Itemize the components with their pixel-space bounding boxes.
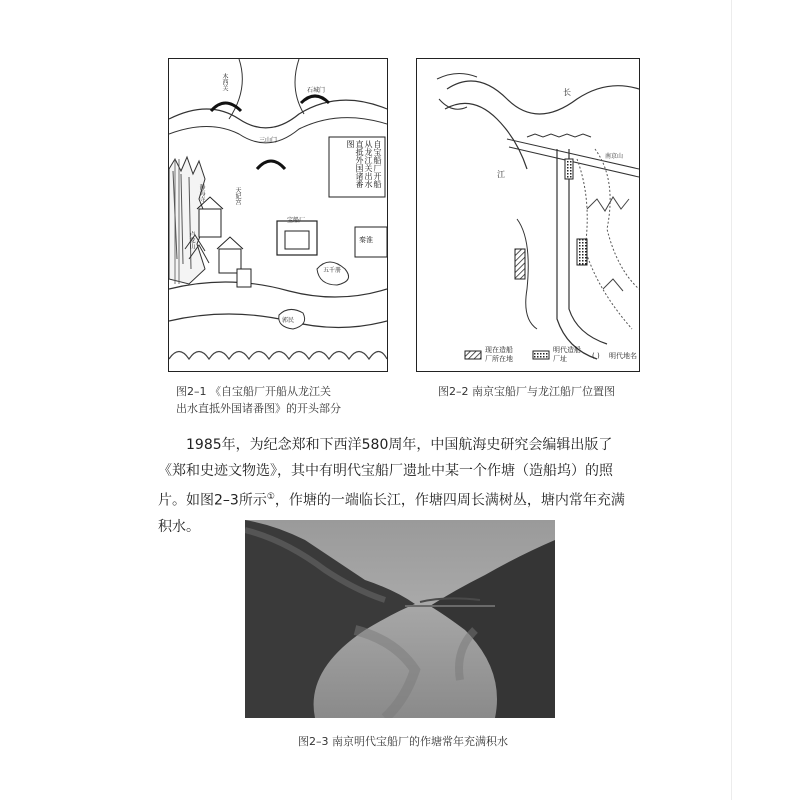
map-label-wudi: 五千册: [323, 267, 342, 274]
location-map-label-river: 长: [563, 88, 571, 97]
figure-ancient-map: [168, 58, 388, 372]
figure-location-map: [416, 58, 640, 372]
map-label-left-building: 静海寺: [198, 184, 205, 202]
figure-2-1-caption: [176, 383, 396, 417]
figure-2-2-caption: 图2–2 南京宝船厂与龙江船厂位置图: [438, 385, 615, 398]
paragraph-main: 1985年，为纪念郑和下西洋580周年，中国航海史研究会编辑出版了《郑和史迹文物选》，其中有明代宝船厂遗址中某一个作塘（造船坞）的照片。如图2–3所示: [158, 437, 613, 509]
figure-pond-photo: [245, 520, 555, 718]
map-label-right: 秦淮: [359, 236, 373, 244]
legend-current-line2: 厂所在地: [485, 355, 513, 363]
map-label-bridge: 三山门: [259, 137, 278, 144]
map-label-mountain: 卢龙山: [188, 231, 195, 249]
legend-current-shipyard: [485, 346, 513, 364]
map-label-shipyard: 宝船厂: [287, 217, 306, 224]
figure-2-3-caption: 图2–3 南京明代宝船厂的作塘常年充满积水: [298, 735, 508, 748]
legend-ming-line1: 明代造船: [553, 346, 581, 354]
location-map-label-mountain: 南京山: [605, 153, 624, 160]
legend-place-name: 明代地名: [609, 352, 637, 360]
map-label-bottom: 郭民: [282, 317, 295, 324]
map-label-temple: 天妃宫: [234, 187, 241, 205]
paragraph-tail: ，作塘的一端临长江，作塘四周长满树丛，塘内常年充满积水。: [158, 492, 625, 535]
legend-current-line1: 现在造船: [485, 346, 513, 354]
pond-photo-drawing: [245, 520, 555, 718]
legend-ming-line2: 厂址: [553, 355, 567, 363]
legend-ming-shipyard: [553, 346, 581, 364]
footnote-marker: ①: [266, 492, 275, 502]
map-label-top-right: 石城门: [307, 87, 326, 94]
map-title-block: 自宝船厂开船从龙江关出水直抵外国诸番图: [346, 140, 382, 188]
map-label-top-left: 木西关: [221, 73, 228, 91]
ancient-map-drawing: [169, 59, 387, 371]
location-map-label-jiang: 江: [497, 170, 505, 179]
location-map-drawing: [417, 59, 639, 371]
svg-text:( ): ( ): [592, 352, 600, 360]
figure-2-1-caption-line2: 出水直抵外国诸番图》的开头部分: [176, 402, 341, 415]
page-edge-line: [731, 0, 732, 800]
figure-2-1-caption-line1: 图2–1 《自宝船厂开船从龙江关: [176, 385, 331, 398]
